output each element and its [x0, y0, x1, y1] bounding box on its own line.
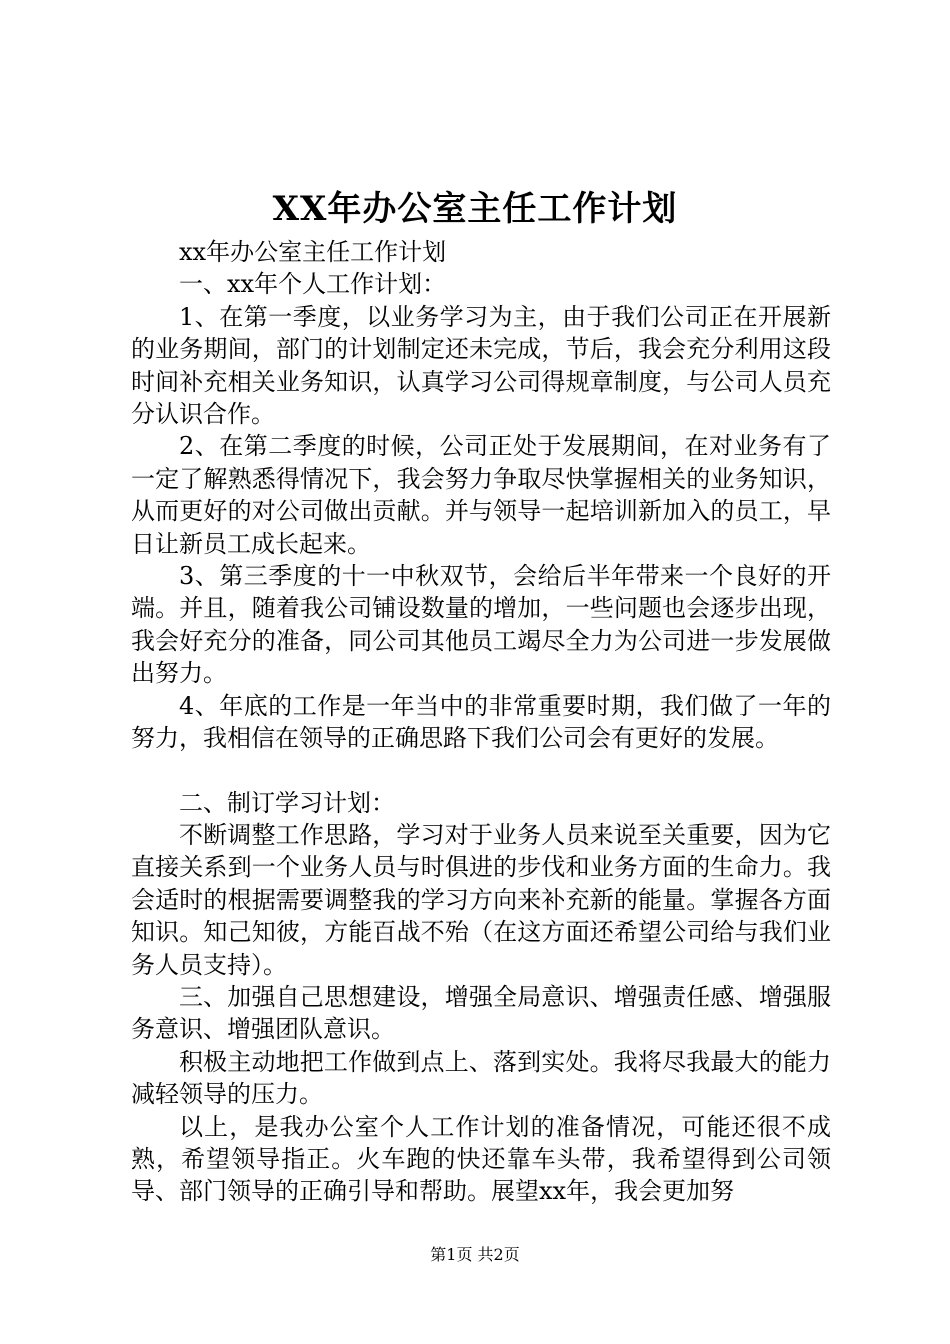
paragraph-conclusion: 以上，是我办公室个人工作计划的准备情况，可能还很不成熟，希望领导指正。火车跑的快还靠车头带，我希望得到公司领导、部门领导的正确引导和帮助。展望xx年，我会更加努	[131, 1112, 831, 1206]
paragraph-section-one-heading: 一、xx年个人工作计划：	[179, 270, 447, 299]
document-body	[131, 236, 831, 1208]
paragraph-section-three: 三、加强自己思想建设，增强全局意识、增强责任感、增强服务意识、增强团队意识。	[131, 982, 831, 1044]
document-title: XX年办公室主任工作计划	[272, 189, 678, 229]
paragraph-subtitle: xx年办公室主任工作计划	[179, 238, 447, 266]
paragraph-q4: 4、年底的工作是一年当中的非常重要时期，我们做了一年的努力，我相信在领导的正确思路下我们公司会有更好的发展。	[131, 691, 831, 753]
paragraph-q2: 2、在第二季度的时候，公司正处于发展期间，在对业务有了一定了解熟悉得情况下，我会努力争取尽快掌握相关的业务知识，从而更好的对公司做出贡献。并与领导一起培训新加入的员工，早日让新员工成长起来。	[131, 432, 831, 558]
paragraph-q3: 3、第三季度的十一中秋双节，会给后半年带来一个良好的开端。并且，随着我公司铺设数量的增加，一些问题也会逐步出现，我会好充分的准备，同公司其他员工竭尽全力为公司进一步发展做出努力。	[131, 562, 831, 688]
paragraph-section-two-heading: 二、制订学习计划：	[179, 788, 395, 817]
paragraph-learning-plan: 不断调整工作思路，学习对于业务人员来说至关重要，因为它直接关系到一个业务人员与时俱进的步伐和业务方面的生命力。我会适时的根据需要调整我的学习方向来补充新的能量。掌握各方面知识。知己知彼，方能百战不殆（在这方面还希望公司给与我们业务人员支持）。	[131, 820, 831, 979]
page-number: 第1页 共2页	[430, 1245, 520, 1264]
paragraph-initiative: 积极主动地把工作做到点上、落到实处。我将尽我最大的能力减轻领导的压力。	[131, 1047, 831, 1109]
paragraph-q1: 1、在第一季度，以业务学习为主，由于我们公司正在开展新的业务期间，部门的计划制定还未完成，节后，我会充分利用这段时间补充相关业务知识，认真学习公司得规章制度，与公司人员充分认识合作。	[131, 302, 831, 429]
